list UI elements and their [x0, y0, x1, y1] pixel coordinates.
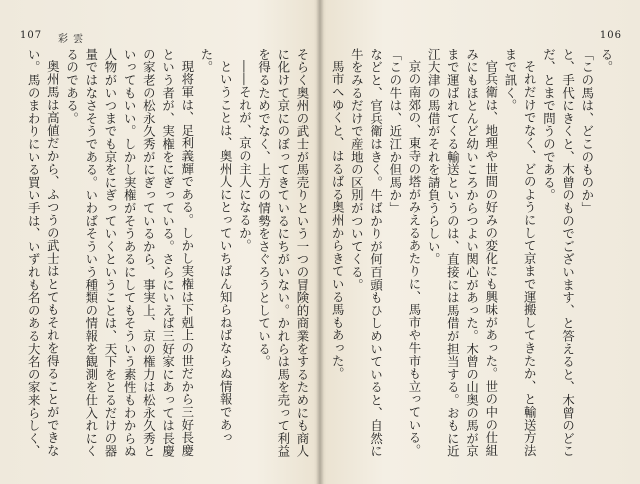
- paragraph: それだけでなく、どのようにして京まで運搬してきたか、と輸送方法まで訊く。: [502, 48, 538, 458]
- paragraph: ということは、奥州人にとっていちばん知らねばならぬ情報であった。: [198, 48, 234, 445]
- paragraph: 現将軍は、足利義輝である。しかし実権は下剋上の世だから三好長慶という者が、実権をにぎっている。さらにいえば三好家にあっては長慶の家老の松永久秀がにぎっているから、事実上、京の権力は松永久秀といってもいい。しかし実権がそうあるにしてもそういう素性もわからぬ人物がいつまでも京をにぎっていくということは、天下をとるだけの器量ではなさそうである。いわばそういう種類の情報を観測を仕入れにくるのである。: [64, 48, 195, 458]
- running-title: 彩 雲: [58, 34, 85, 45]
- paragraph: と、手代にきくと、木曾のものでございます、と答えると、木曾のどこだ、とまで問うのである。: [541, 48, 576, 458]
- left-text-column: [22, 48, 312, 460]
- paragraph: 「この馬は、どこのものか」: [579, 48, 595, 215]
- paragraph: る。: [599, 48, 614, 74]
- paragraph: 馬市へゆくと、はるばる奥州からきている馬もあった。: [330, 60, 346, 381]
- page-number: 107: [20, 30, 43, 41]
- page-number: 106: [599, 30, 622, 41]
- right-page: [320, 0, 640, 484]
- paragraph: 京の南郊の、東寺の塔がみえるあたりに、馬市や牛市も立っている。: [406, 60, 422, 458]
- paragraph: 官兵衛は、地理や世間の好みの変化にも興味があった。世の中の仕組みにもほとんど幼いころからつよい関心があった。木曾の山奥の馬が京まで運ばれてくる輸送というのは、直接には馬借が担当する。おもに近江大津の馬借がそれを請負うらしい。: [426, 48, 499, 458]
- paragraph: [326, 48, 328, 460]
- paragraph: などと、官兵衛はきく。牛ばかりが何百頭もひしめいていると、自然に牛をみるだけで産地の区別がついてくる。: [349, 48, 384, 458]
- paragraph: 「この牛は、近江か但馬か」: [387, 48, 403, 215]
- paragraph: そらく奥州の武士が馬売りという一つの冒険的商業をするためにも商人に化けて京にのぼってきているにちがいない。かれらは馬を売って利益を得るためでなく、上方の情勢をさぐろうとしている。: [256, 48, 310, 458]
- paragraph: 奥州馬は高値だから、ふつうの武士はとてもそれを得ることができない。馬のまわりにいる買い手は、いずれも名のある大名の家来らしく、: [26, 48, 61, 458]
- right-text-column: [326, 48, 616, 460]
- paragraph: ――それが、京の主人になるか。: [237, 60, 253, 253]
